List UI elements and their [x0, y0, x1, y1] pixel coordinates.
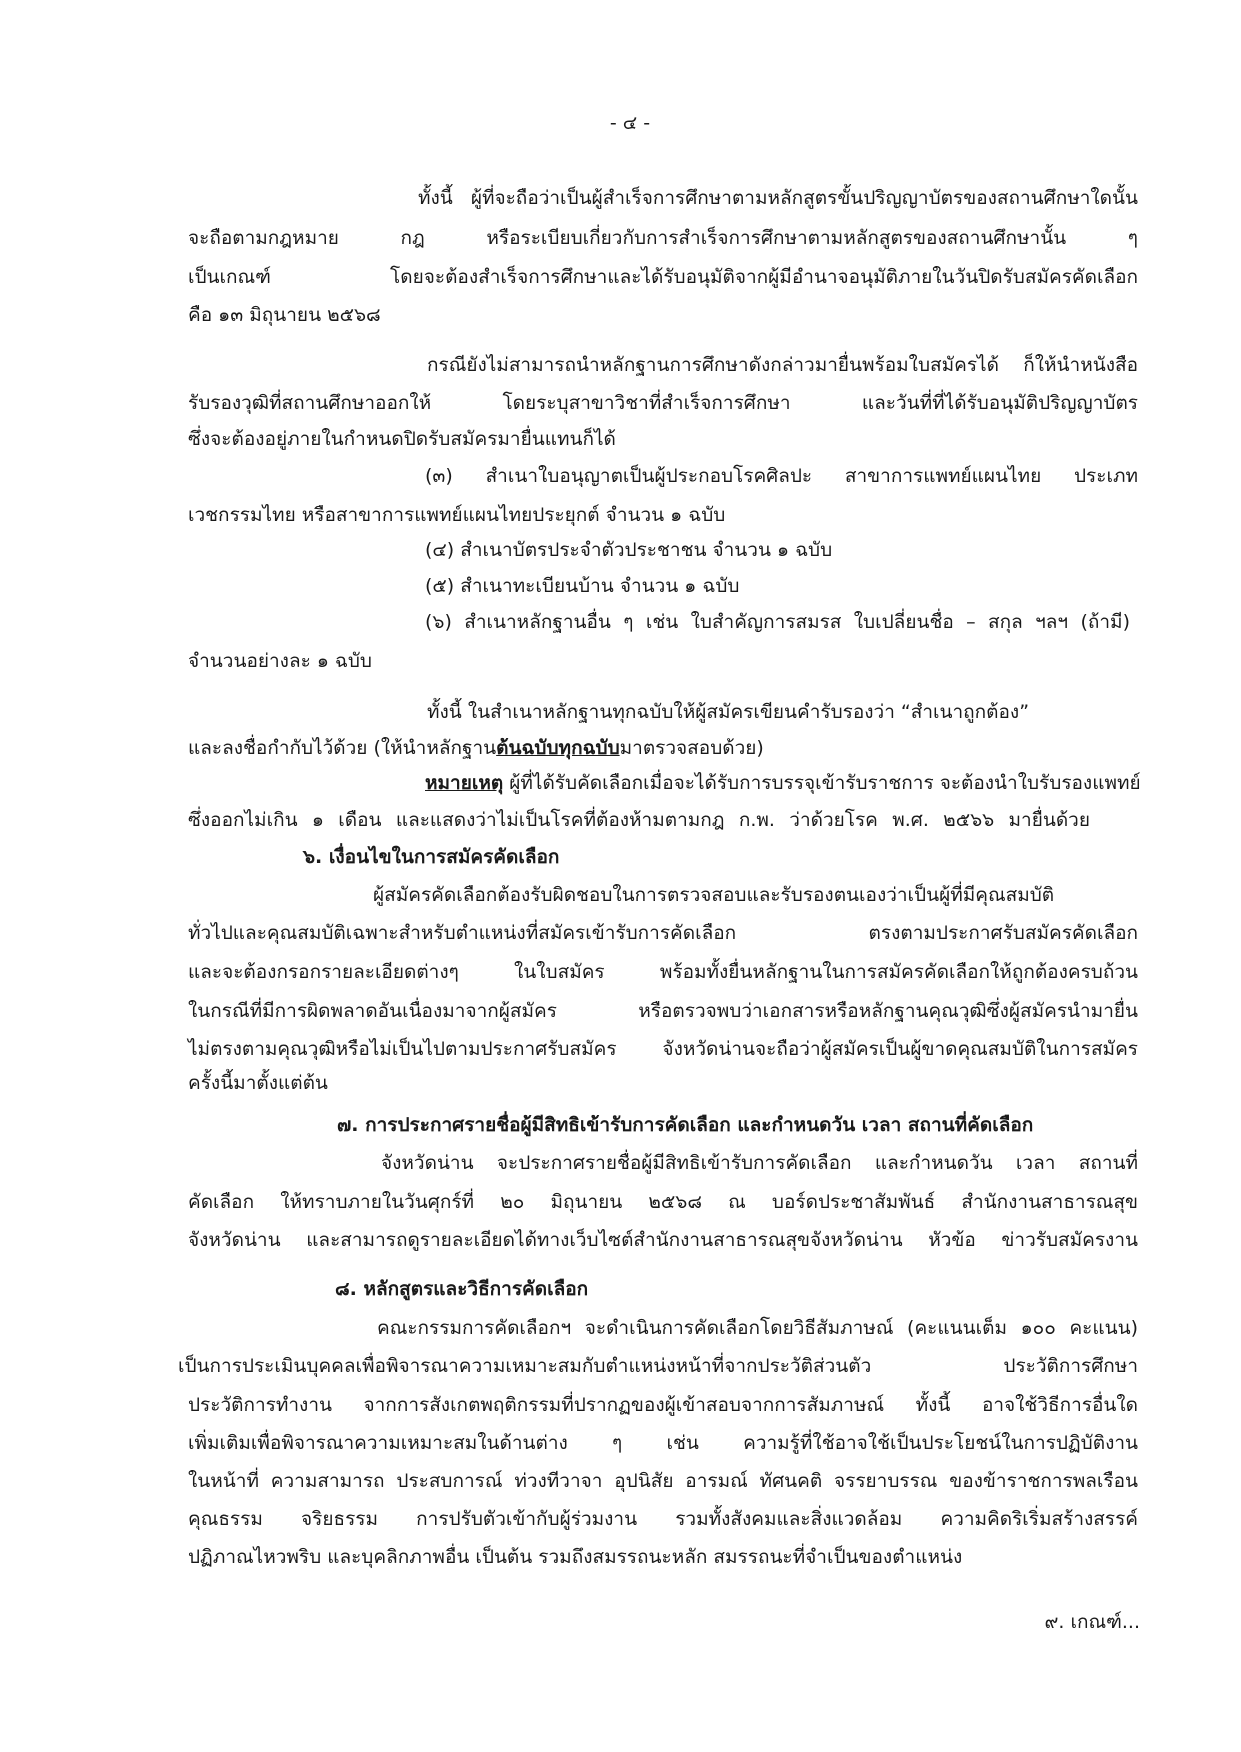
section-6-line-4: ในกรณีที่มีการผิดพลาดอันเนื่องมาจากผู้สมัคร หรือตรวจพบว่าเอกสารหรือหลักฐานคุณวุฒิซึ่งผู้สมัครนำมายื่น — [188, 1000, 1138, 1022]
section-8-line-4: เพิ่มเติมเพื่อพิจารณาความเหมาะสมในด้านต่าง ๆ เช่น ความรู้ที่ใช้อาจใช้เป็นประโยชน์ในการปฏิบัติงาน — [188, 1432, 1138, 1454]
certify-line-2 — [188, 733, 764, 763]
p1-line-2: จะถือตามกฎหมาย กฎ หรือระเบียบเกี่ยวกับการสำเร็จการศึกษาตามหลักสูตรของสถานศึกษานั้น ๆ — [188, 227, 1138, 249]
continuation-marker: ๙. เกณฑ์... — [1044, 1611, 1140, 1633]
section-7-line-2: คัดเลือก ให้ทราบภายในวันศุกร์ที่ ๒๐ มิถุนายน ๒๕๖๘ ณ บอร์ดประชาสัมพันธ์ สำนักงานสาธารณสุข — [188, 1191, 1138, 1213]
item-3-line-2: เวชกรรมไทย หรือสาขาการแพทย์แผนไทยประยุกต์ จำนวน ๑ ฉบับ — [188, 504, 726, 526]
section-8-line-6: คุณธรรม จริยธรรม การปรับตัวเข้ากับผู้ร่วมงาน รวมทั้งสังคมและสิ่งแวดล้อม ความคิดริเริ่มสร้างสรรค์ — [188, 1508, 1138, 1530]
section-7-line-3: จังหวัดน่าน และสามารถดูรายละเอียดได้ทางเว็บไซต์สำนักงานสาธารณสุขจังหวัดน่าน หัวข้อ ข่าวรับสมัครงาน — [188, 1229, 1138, 1251]
item-5: (๕) สำเนาทะเบียนบ้าน จำนวน ๑ ฉบับ — [425, 575, 740, 597]
p2-line-1: กรณียังไม่สามารถนำหลักฐานการศึกษาดังกล่าวมายื่นพร้อมใบสมัครได้ ก็ให้นำหนังสือ — [427, 354, 1138, 376]
section-7-heading: ๗. การประกาศรายชื่อผู้มีสิทธิเข้ารับการคัดเลือก และกำหนดวัน เวลา สถานที่คัดเลือก — [337, 1114, 1034, 1136]
item-4: (๔) สำเนาบัตรประจำตัวประชาชน จำนวน ๑ ฉบับ — [425, 539, 833, 561]
section-7-line-1: จังหวัดน่าน จะประกาศรายชื่อผู้มีสิทธิเข้ารับการคัดเลือก และกำหนดวัน เวลา สถานที่ — [381, 1152, 1138, 1174]
p1-line-4: คือ ๑๓ มิถุนายน ๒๕๖๘ — [188, 304, 381, 326]
page-number: - ๔ - — [609, 112, 651, 134]
certify-text-pre: และลงชื่อกำกับไว้ด้วย (ให้นำหลักฐาน — [188, 737, 497, 759]
note-label: หมายเหตุ — [425, 772, 504, 794]
certify-line-1: ทั้งนี้ ในสำเนาหลักฐานทุกฉบับให้ผู้สมัครเขียนคำรับรองว่า “สำเนาถูกต้อง” — [427, 701, 1030, 723]
note-line-1 — [425, 768, 1141, 798]
section-8-line-5: ในหน้าที่ ความสามารถ ประสบการณ์ ท่วงทีวาจา อุปนิสัย อารมณ์ ทัศนคติ จรรยาบรรณ ของข้าราชการพลเรือน — [188, 1470, 1138, 1492]
section-6-heading: ๖. เงื่อนไขในการสมัครคัดเลือก — [303, 846, 560, 868]
section-6-line-2: ทั่วไปและคุณสมบัติเฉพาะสำหรับตำแหน่งที่สมัครเข้ารับการคัดเลือก ตรงตามประกาศรับสมัครคัดเลือก — [188, 922, 1138, 944]
section-6-line-1: ผู้สมัครคัดเลือกต้องรับผิดชอบในการตรวจสอบและรับรองตนเองว่าเป็นผู้ที่มีคุณสมบัติ — [373, 884, 1055, 906]
item-6-line-1: (๖) สำเนาหลักฐานอื่น ๆ เช่น ใบสำคัญการสมรส ใบเปลี่ยนชื่อ – สกุล ฯลฯ (ถ้ามี) — [425, 611, 1130, 633]
certify-original-copies: ต้นฉบับทุกฉบับ — [496, 737, 620, 759]
section-8-line-3: ประวัติการทำงาน จากการสังเกตพฤติกรรมที่ปรากฏของผู้เข้าสอบจากการสัมภาษณ์ ทั้งนี้ อาจใช้วิธีการอื่นใด — [188, 1394, 1138, 1416]
section-6-line-5: ไม่ตรงตามคุณวุฒิหรือไม่เป็นไปตามประกาศรับสมัคร จังหวัดน่านจะถือว่าผู้สมัครเป็นผู้ขาดคุณสมบัติในการสมัคร — [188, 1038, 1138, 1060]
section-6-line-3: และจะต้องกรอกรายละเอียดต่างๆ ในใบสมัคร พร้อมทั้งยื่นหลักฐานในการสมัครคัดเลือกให้ถูกต้องครบถ้วน — [188, 961, 1138, 983]
section-8-heading: ๘. หลักสูตรและวิธีการคัดเลือก — [335, 1278, 589, 1300]
p2-line-2: รับรองวุฒิที่สถานศึกษาออกให้ โดยระบุสาขาวิชาที่สำเร็จการศึกษา และวันที่ที่ได้รับอนุมัติปริญญาบัตร — [188, 392, 1138, 414]
certify-text-post: มาตรวจสอบด้วย) — [619, 737, 764, 759]
section-6-line-6: ครั้งนี้มาตั้งแต่ต้น — [188, 1072, 328, 1094]
section-8-line-7: ปฏิภาณไหวพริบ และบุคลิกภาพอื่น เป็นต้น รวมถึงสมรรถนะหลัก สมรรถนะที่จำเป็นของตำแหน่ง — [188, 1546, 963, 1568]
p2-line-3: ซึ่งจะต้องอยู่ภายในกำหนดปิดรับสมัครมายื่นแทนก็ได้ — [188, 428, 616, 450]
p1-line-1: ทั้งนี้ ผู้ที่จะถือว่าเป็นผู้สำเร็จการศึกษาตามหลักสูตรขั้นปริญญาบัตรของสถานศึกษาใดนั้น — [418, 187, 1138, 209]
section-8-line-2: เป็นการประเมินบุคคลเพื่อพิจารณาความเหมาะสมกับตำแหน่งหน้าที่จากประวัติส่วนตัว ประวัติการศึกษา — [178, 1355, 1138, 1377]
p1-line-3: เป็นเกณฑ์ โดยจะต้องสำเร็จการศึกษาและได้รับอนุมัติจากผู้มีอำนาจอนุมัติภายในวันปิดรับสมัครคัดเลือก — [188, 266, 1138, 288]
item-3-line-1: (๓) สำเนาใบอนุญาตเป็นผู้ประกอบโรคศิลปะ สาขาการแพทย์แผนไทย ประเภท — [425, 465, 1138, 487]
section-8-line-1: คณะกรรมการคัดเลือกฯ จะดำเนินการคัดเลือกโดยวิธีสัมภาษณ์ (คะแนนเต็ม ๑๐๐ คะแนน) — [377, 1317, 1138, 1339]
note-text: ผู้ที่ได้รับคัดเลือกเมื่อจะได้รับการบรรจุเข้ารับราชการ จะต้องนำใบรับรองแพทย์ — [503, 772, 1141, 794]
item-6-line-2: จำนวนอย่างละ ๑ ฉบับ — [188, 650, 372, 672]
note-line-2: ซึ่งออกไม่เกิน ๑ เดือน และแสดงว่าไม่เป็นโรคที่ต้องห้ามตามกฎ ก.พ. ว่าด้วยโรค พ.ศ. ๒๕๖๖ มายื่นด้วย — [188, 809, 1090, 831]
